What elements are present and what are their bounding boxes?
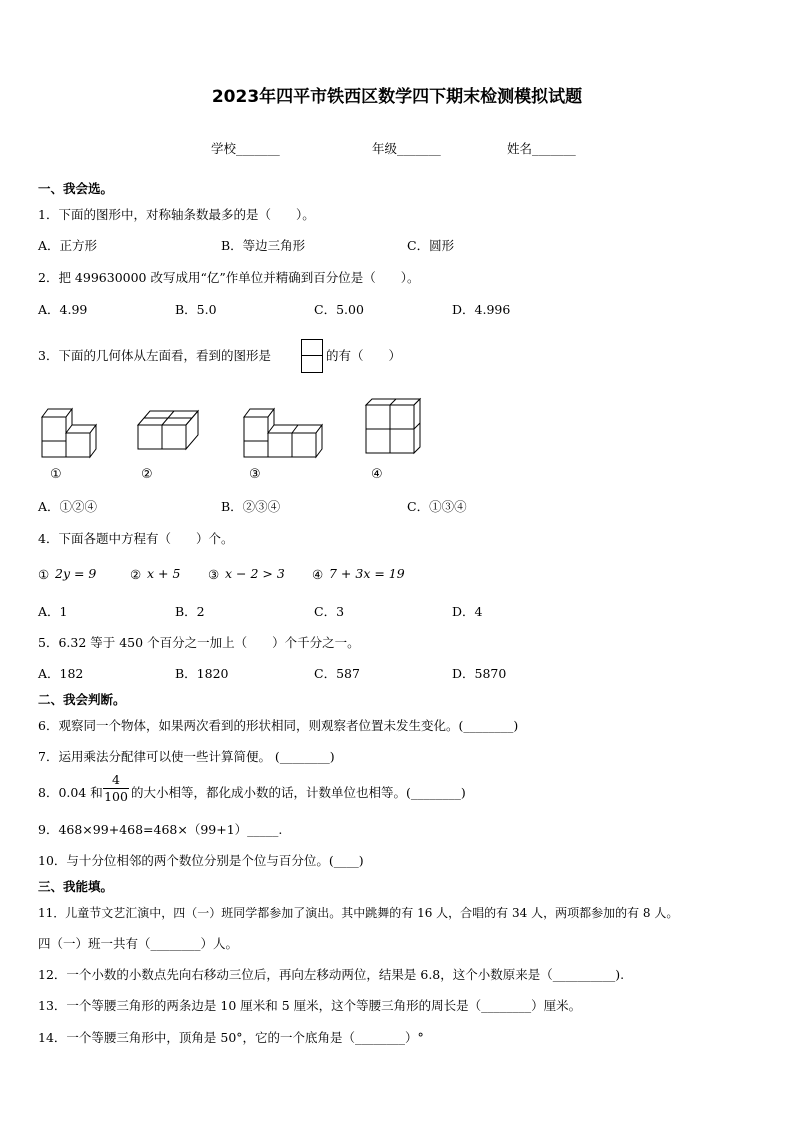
q3-option-a: A．①②④ <box>38 499 98 514</box>
grade-field: 年级_______ <box>372 141 441 156</box>
q5-option-b: B．1820 <box>175 666 229 681</box>
q2-option-c: C．5.00 <box>314 302 364 317</box>
q8-pre: 8．0.04 和 <box>38 785 103 800</box>
q4-option-d: D．4 <box>452 604 483 619</box>
q3-option-b: B．②③④ <box>221 499 281 514</box>
q13-text: 13．一个等腰三角形的两条边是 10 厘米和 5 厘米，这个等腰三角形的周长是（________）厘米。 <box>38 998 582 1013</box>
solid-label-3: ③ <box>249 467 261 482</box>
school-field: 学校_______ <box>211 141 280 156</box>
q10-text: 10．与十分位相邻的两个数位分别是个位与百分位。(____) <box>38 853 364 868</box>
q4-option-a: A．1 <box>38 604 68 619</box>
q11-line1: 11．儿童节文艺汇演中，四（一）班同学都参加了演出。其中跳舞的有 16 人，合唱的有 34 人，两项都参加的有 8 人。 <box>38 906 679 920</box>
q8-fraction-numerator: 4 <box>112 772 120 787</box>
left-view-shape-icon <box>301 339 323 373</box>
q4-item-2-expr: x + 5 <box>147 566 181 581</box>
section-1-heading: 一、我会选。 <box>38 181 114 196</box>
q6-text: 6．观察同一个物体，如果两次看到的形状相同，则观察者位置未发生变化。(________) <box>38 718 519 733</box>
q11-line2: 四（一）班一共有（________）人。 <box>38 936 239 951</box>
q8-fraction-denominator: 100 <box>104 789 128 804</box>
page-title: 2023年四平市铁西区数学四下期末检测模拟试题 <box>211 87 583 107</box>
q4-item-1-marker: ① <box>38 567 50 582</box>
q7-text: 7．运用乘法分配律可以使一些计算简便。 (________) <box>38 749 335 764</box>
q14-text: 14．一个等腰三角形中，顶角是 50°，它的一个底角是（________）° <box>38 1030 424 1045</box>
solid-1-icon <box>42 409 96 457</box>
name-field: 姓名_______ <box>507 141 576 156</box>
q8-post: 的大小相等，都化成小数的话，计数单位也相等。(________) <box>131 785 466 800</box>
q4-item-1-expr: 2y = 9 <box>55 566 97 581</box>
q9-text: 9．468×99+468=468×（99+1）_____. <box>38 822 283 837</box>
q1-option-c: C．圆形 <box>407 238 455 253</box>
section-3-heading: 三、我能填。 <box>38 879 114 894</box>
q4-stem: 4．下面各题中方程有（ ）个。 <box>38 531 234 546</box>
q3-option-c: C．①③④ <box>407 499 467 514</box>
q2-option-b: B．5.0 <box>175 302 217 317</box>
q2-option-d: D．4.996 <box>452 302 511 317</box>
q4-item-2-marker: ② <box>130 567 142 582</box>
q8-fraction <box>103 773 129 804</box>
q1-option-b: B．等边三角形 <box>221 238 306 253</box>
q5-option-a: A．182 <box>38 666 84 681</box>
q4-item-3-marker: ③ <box>208 567 220 582</box>
solid-label-2: ② <box>141 467 153 482</box>
q3-stem-post: 的有（ ） <box>326 348 402 363</box>
q1-option-a: A．正方形 <box>38 238 98 253</box>
q3-solids-figure <box>30 395 430 490</box>
q5-stem: 5．6.32 等于 450 个百分之一加上（ ）个千分之一。 <box>38 635 360 650</box>
q4-item-4-expr: 7 + 3x = 19 <box>329 566 405 581</box>
solid-2-icon <box>138 411 198 449</box>
q4-item-4-marker: ④ <box>312 567 324 582</box>
q5-option-d: D．5870 <box>452 666 507 681</box>
solid-4-icon <box>366 399 420 453</box>
section-2-heading: 二、我会判断。 <box>38 692 126 707</box>
q2-option-a: A．4.99 <box>38 302 88 317</box>
q5-option-c: C．587 <box>314 666 360 681</box>
q1-stem: 1．下面的图形中，对称轴条数最多的是（ ）。 <box>38 207 315 222</box>
q4-option-c: C．3 <box>314 604 345 619</box>
q2-stem: 2．把 499630000 改写成用“亿”作单位并精确到百分位是（ ）。 <box>38 270 420 285</box>
q12-text: 12．一个小数的小数点先向右移动三位后，再向左移动两位，结果是 6.8，这个小数原来是（__________). <box>38 967 625 982</box>
solid-label-4: ④ <box>371 467 383 482</box>
q4-option-b: B．2 <box>175 604 205 619</box>
q3-stem-pre: 3．下面的几何体从左面看，看到的图形是 <box>38 348 271 363</box>
solid-3-icon <box>244 409 322 457</box>
solid-label-1: ① <box>50 467 62 482</box>
q4-item-3-expr: x − 2 > 3 <box>225 566 285 581</box>
